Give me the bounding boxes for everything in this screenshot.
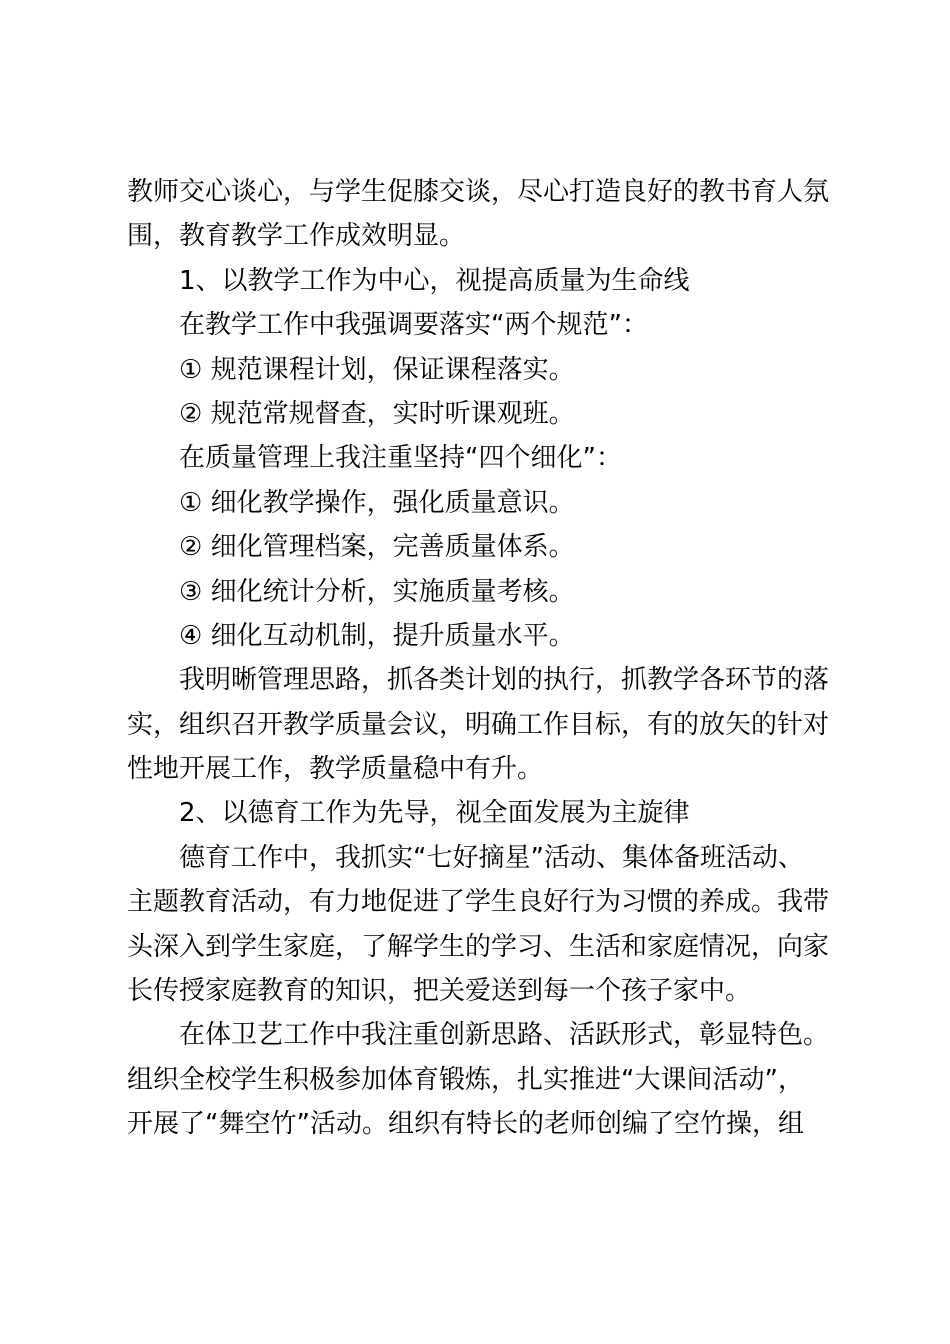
text-line-4: 在教学工作中我强调要落实“两个规范”： — [179, 310, 648, 341]
text-line-13: 实，组织召开教学质量会议，明确工作目标，有的放矢的针对 — [127, 709, 830, 740]
text-line-19: 长传授家庭教育的知识，把关爱送到每一个孩子家中。 — [127, 976, 752, 1007]
text-line-1: 教师交心谈心，与学生促膝交谈，尽心打造良好的教书育人氛 — [127, 177, 830, 207]
list-item-refine-4: ④ 细化互动机制，提升质量水平。 — [179, 620, 575, 651]
section-heading-2: 2、以德育工作为先导，视全面发展为主旋律 — [179, 798, 690, 829]
text-line-18: 头深入到学生家庭，了解学生的学习、生活和家庭情况，向家 — [127, 931, 830, 962]
text-line-7: 在质量管理上我注重坚持“四个细化”： — [179, 443, 622, 474]
text-line-17: 主题教育活动，有力地促进了学生良好行为习惯的养成。我带 — [127, 887, 830, 918]
list-item-norm-1: ① 规范课程计划，保证课程落实。 — [179, 354, 575, 385]
list-item-norm-2: ② 规范常规督查，实时听课观班。 — [179, 398, 575, 429]
text-line-20: 在体卫艺工作中我注重创新思路、活跃形式，彰显特色。 — [179, 1020, 830, 1051]
text-line-12: 我明晰管理思路，抓各类计划的执行，抓教学各环节的落 — [179, 665, 830, 696]
list-item-refine-2: ② 细化管理档案，完善质量体系。 — [179, 532, 575, 563]
section-heading-1: 1、以教学工作为中心，视提高质量为生命线 — [179, 265, 690, 296]
list-item-refine-3: ③ 细化统计分析，实施质量考核。 — [179, 576, 575, 607]
text-line-16: 德育工作中，我抓实“七好摘星”活动、集体备班活动、 — [179, 842, 804, 873]
list-item-refine-1: ① 细化教学操作，强化质量意识。 — [179, 487, 575, 518]
text-line-2: 围，教育教学工作成效明显。 — [127, 221, 466, 252]
text-line-14: 性地开展工作，教学质量稳中有升。 — [127, 754, 544, 785]
document-body — [127, 170, 835, 1147]
text-line-22: 开展了“舞空竹”活动。组织有特长的老师创编了空竹操，组 — [127, 1109, 804, 1140]
text-line-21: 组织全校学生积极参加体育锻炼，扎实推进“大课间活动”， — [127, 1064, 804, 1095]
